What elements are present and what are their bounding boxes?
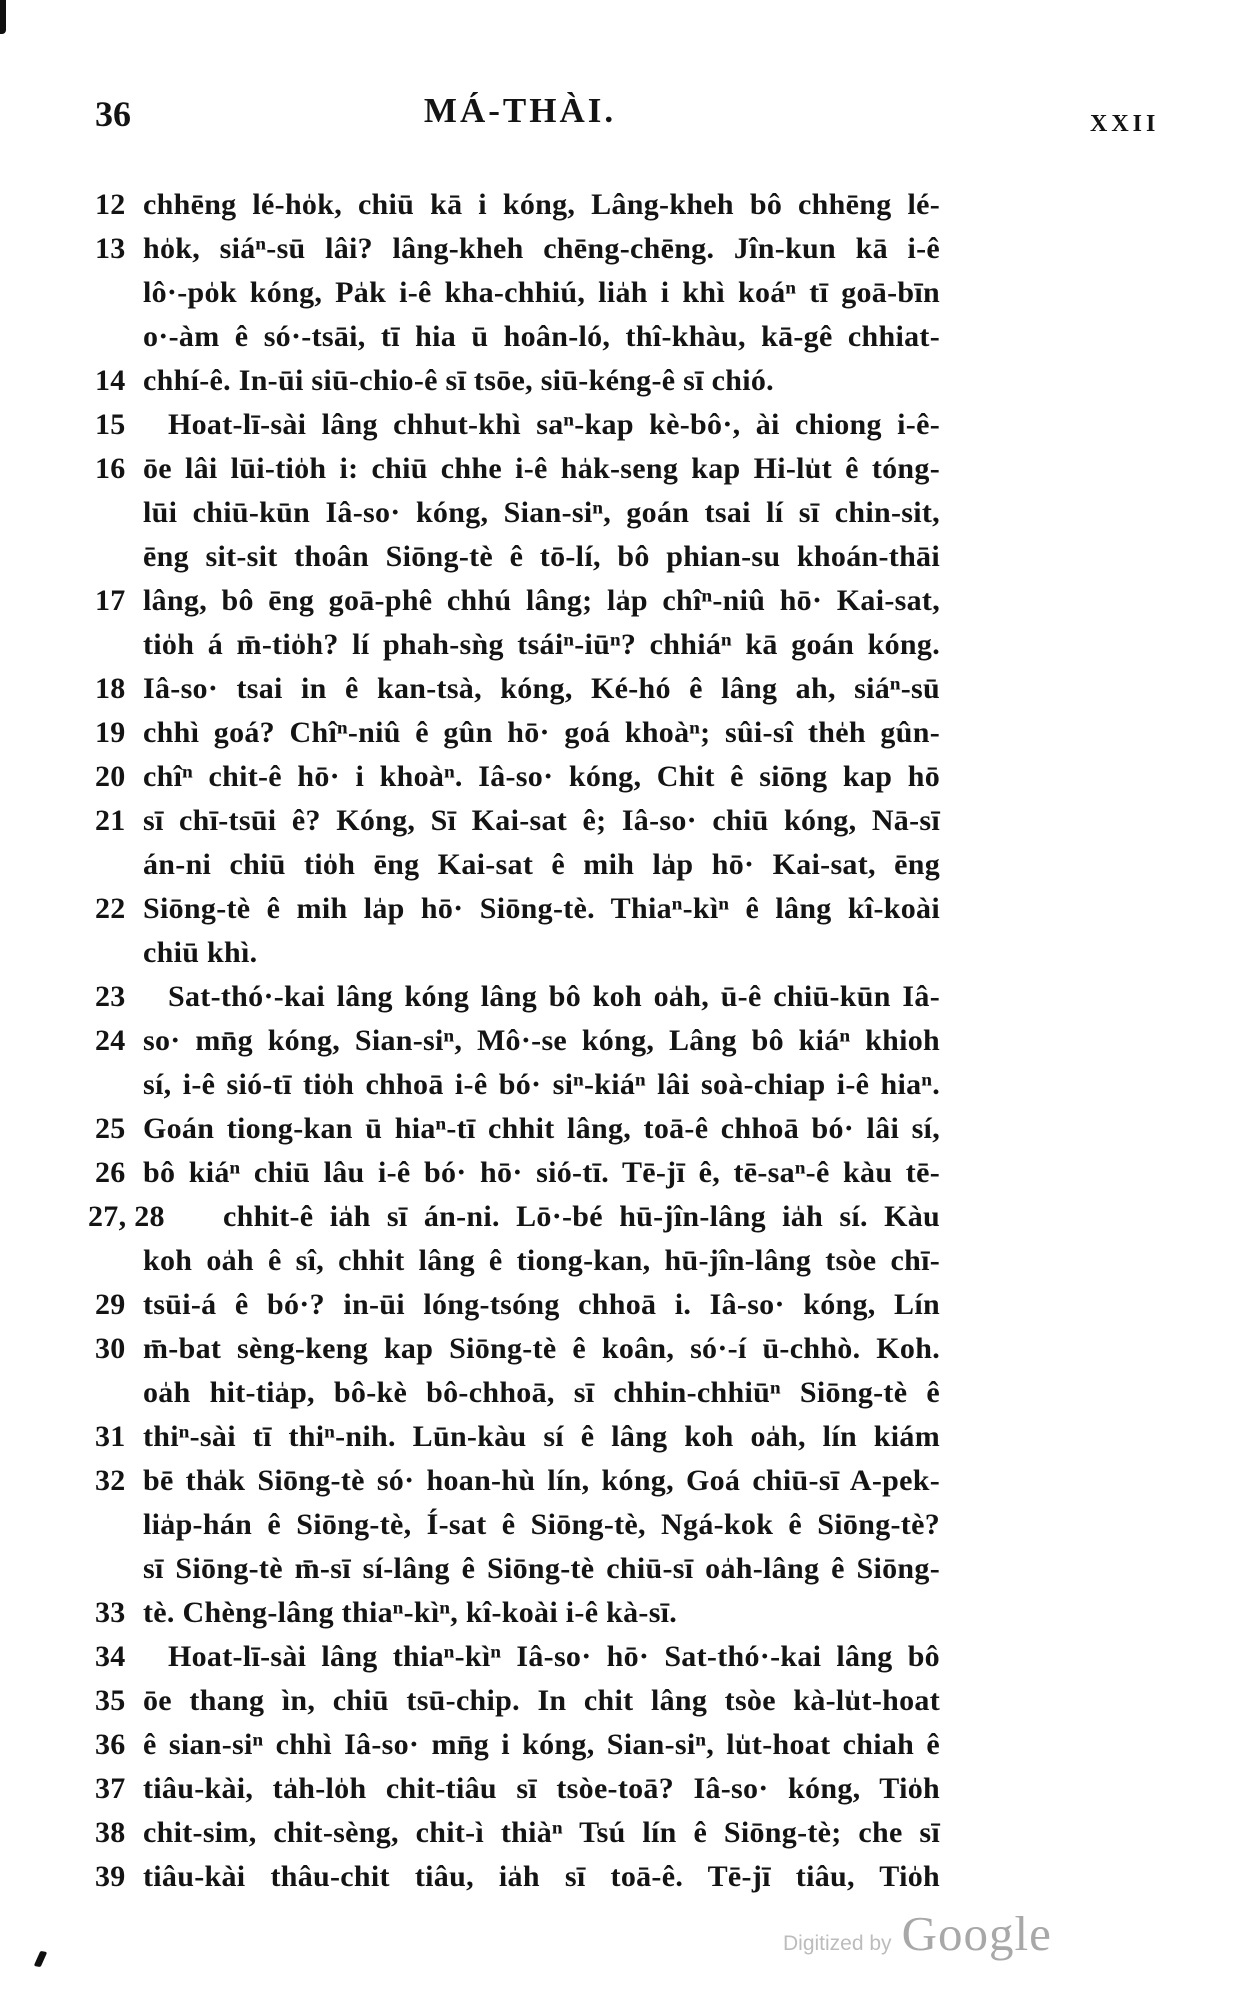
verse-line — [95, 1415, 1215, 1459]
verse-number: 26 — [95, 1156, 126, 1189]
verse-text: lô·-po̍k kóng, Pa̍k i-ê kha-chhiú, lia̍h i khì koáⁿ tī goā-bīn — [143, 276, 940, 309]
verse-number: 24 — [95, 1024, 126, 1057]
page-title: MÁ-THÀI. — [423, 91, 617, 130]
verse-line — [95, 1459, 1215, 1503]
verse-number: 17 — [95, 584, 126, 617]
verse-text: tè. Chèng-lâng thiaⁿ-kìⁿ, kî-koài i-ê kà-sī. — [143, 1596, 678, 1629]
verse-number: 19 — [95, 716, 126, 749]
verse-line — [95, 667, 1215, 711]
verse-text: sí, i-ê sió-tī tio̍h chhoā i-ê bó· siⁿ-kiáⁿ lâi soà-chiap i-ê hiaⁿ. — [143, 1068, 940, 1101]
scan-artifact-bottom-left — [34, 1951, 48, 1967]
verse-text: sī chī-tsūi ê? Kóng, Sī Kai-sat ê; Iâ-so· chiū kóng, Nā-sī — [143, 804, 940, 837]
verse-line — [95, 623, 1215, 667]
verse-line — [95, 1107, 1215, 1151]
verse-text: m̄-bat sèng-keng kap Siōng-tè ê koân, só·-í ū-chhò. Koh. — [143, 1332, 940, 1365]
verse-line — [95, 227, 1215, 271]
verse-number: 29 — [95, 1288, 126, 1321]
verse-line — [95, 491, 1215, 535]
verse-text: lūi chiū-kūn Iâ-so· kóng, Sian-siⁿ, goán tsai lí sī chin-sit, — [143, 496, 940, 529]
verse-line — [95, 1239, 1215, 1283]
verse-line — [95, 1679, 1215, 1723]
verse-line — [95, 1327, 1215, 1371]
verse-text: sī Siōng-tè m̄-sī sí-lâng ê Siōng-tè chiū-sī oa̍h-lâng ê Siōng- — [143, 1552, 940, 1585]
verse-line — [95, 1723, 1215, 1767]
verse-line — [95, 1635, 1215, 1679]
verse-line — [95, 1019, 1215, 1063]
verse-text: tiâu-kài thâu-chit tiâu, ia̍h sī toā-ê. Tē-jī tiâu, Tio̍h — [143, 1860, 940, 1893]
verse-number: 18 — [95, 672, 126, 705]
verse-number: 32 — [95, 1464, 126, 1497]
verse-line — [95, 1855, 1215, 1899]
verse-text: ēng sit-sit thoân Siōng-tè ê tō-lí, bô phian-su khoán-thāi — [143, 540, 940, 573]
google-logo: Google — [901, 1906, 1052, 1961]
verse-text: ho̍k, siáⁿ-sū lâi? lâng-kheh chēng-chēng. Jîn-kun kā i-ê — [143, 232, 940, 265]
verse-text: chhit-ê ia̍h sī án-ni. Lō·-bé hū-jîn-lâng ia̍h sí. Kàu — [223, 1200, 940, 1233]
verse-number: 16 — [95, 452, 126, 485]
verse-line — [95, 799, 1215, 843]
verse-number: 37 — [95, 1772, 126, 1805]
verse-text: chîⁿ chit-ê hō· i khoàⁿ. Iâ-so· kóng, Chit ê siōng kap hō — [143, 760, 940, 793]
chapter-heading: XXII — [1090, 111, 1160, 137]
watermark — [783, 1905, 1052, 1962]
verse-line — [95, 359, 1215, 403]
verse-number: 31 — [95, 1420, 126, 1453]
verse-text: tsūi-á ê bó·? in-ūi lóng-tsóng chhoā i. Iâ-so· kóng, Lín — [143, 1288, 940, 1321]
verse-text: lia̍p-hán ê Siōng-tè, Í-sat ê Siōng-tè, Ngá-kok ê Siōng-tè? — [143, 1508, 940, 1541]
verse-number: 39 — [95, 1860, 126, 1893]
verse-number: 38 — [95, 1816, 126, 1849]
verse-text: ê sian-siⁿ chhì Iâ-so· mn̄g i kóng, Sian-siⁿ, lu̍t-hoat chiah ê — [143, 1728, 940, 1761]
verse-text: Hoat-lī-sài lâng chhut-khì saⁿ-kap kè-bô·, ài chiong i-ê- — [168, 408, 940, 441]
verse-line — [95, 535, 1215, 579]
verse-text: chhēng lé-ho̍k, chiū kā i kóng, Lâng-kheh bô chhēng lé- — [143, 188, 940, 221]
verse-line — [95, 1503, 1215, 1547]
verse-text: chhì goá? Chîⁿ-niû ê gûn hō· goá khoàⁿ; sûi-sî the̍h gûn- — [143, 716, 940, 749]
verse-number: 21 — [95, 804, 126, 837]
verse-text: Hoat-lī-sài lâng thiaⁿ-kìⁿ Iâ-so· hō· Sat-thó·-kai lâng bô — [168, 1640, 940, 1673]
verse-line — [95, 887, 1215, 931]
verse-number: 20 — [95, 760, 126, 793]
verse-text: o·-àm ê só·-tsāi, tī hia ū hoân-ló, thî-khàu, kā-gê chhiat- — [143, 320, 940, 353]
verse-number: 33 — [95, 1596, 126, 1629]
verse-line — [95, 447, 1215, 491]
verse-line — [95, 271, 1215, 315]
verse-text: án-ni chiū tio̍h ēng Kai-sat ê mih la̍p hō· Kai-sat, ēng — [143, 848, 940, 881]
verse-line — [95, 403, 1215, 447]
verse-text: thiⁿ-sài tī thiⁿ-nih. Lūn-kàu sí ê lâng koh oa̍h, lín kiám — [143, 1420, 940, 1453]
verse-text: bē tha̍k Siōng-tè só· hoan-hù lín, kóng, Goá chiū-sī A-pek- — [143, 1464, 940, 1497]
verse-number: 36 — [95, 1728, 126, 1761]
verse-line — [95, 1547, 1215, 1591]
verse-number: 25 — [95, 1112, 126, 1145]
verse-text: chiū khì. — [143, 936, 258, 969]
verse-text: Goán tiong-kan ū hiaⁿ-tī chhit lâng, toā-ê chhoā bó· lâi sí, — [143, 1112, 940, 1145]
verse-number: 13 — [95, 232, 126, 265]
verse-text: bô kiáⁿ chiū lâu i-ê bó· hō· sió-tī. Tē-jī ê, tē-saⁿ-ê kàu tē- — [143, 1156, 940, 1189]
verse-line — [95, 579, 1215, 623]
verse-text: koh oa̍h ê sî, chhit lâng ê tiong-kan, hū-jîn-lâng tsòe chī- — [143, 1244, 940, 1277]
verse-line — [95, 315, 1215, 359]
verse-line — [95, 843, 1215, 887]
verse-text: chit-sim, chit-sèng, chit-ì thiàⁿ Tsú lín ê Siōng-tè; che sī — [143, 1816, 940, 1849]
verse-line — [95, 1151, 1215, 1195]
verse-line — [88, 1195, 1215, 1239]
verse-number: 23 — [95, 980, 126, 1013]
verse-number: 30 — [95, 1332, 126, 1365]
verse-line — [95, 1811, 1215, 1855]
page-number: 36 — [95, 94, 131, 134]
verse-number: 27, 28 — [88, 1200, 165, 1233]
verse-text: chhí-ê. In-ūi siū-chio-ê sī tsōe, siū-kéng-ê sī chió. — [143, 364, 774, 397]
verse-line — [95, 1283, 1215, 1327]
verse-text-block — [88, 183, 1215, 1899]
verse-text: Siōng-tè ê mih la̍p hō· Siōng-tè. Thiaⁿ-kìⁿ ê lâng kî-koài — [143, 892, 940, 925]
verse-line — [95, 755, 1215, 799]
verse-line — [95, 1767, 1215, 1811]
verse-line — [95, 1371, 1215, 1415]
verse-line — [95, 183, 1215, 227]
verse-text: lâng, bô ēng goā-phê chhú lâng; la̍p chîⁿ-niû hō· Kai-sat, — [143, 584, 940, 617]
verse-line — [95, 975, 1215, 1019]
verse-text: Iâ-so· tsai in ê kan-tsà, kóng, Ké-hó ê lâng ah, siáⁿ-sū — [143, 672, 940, 705]
verse-line — [95, 1591, 1215, 1635]
verse-text: oa̍h hit-tia̍p, bô-kè bô-chhoā, sī chhin-chhiūⁿ Siōng-tè ê — [143, 1376, 940, 1409]
verse-line — [95, 1063, 1215, 1107]
verse-text: tiâu-kài, ta̍h-lo̍h chit-tiâu sī tsòe-toā? Iâ-so· kóng, Tio̍h — [143, 1772, 940, 1805]
verse-text: ōe thang ìn, chiū tsū-chip. In chit lâng tsòe kà-lu̍t-hoat — [143, 1684, 940, 1717]
scan-artifact-top-left — [0, 0, 6, 34]
verse-number: 15 — [95, 408, 126, 441]
verse-line — [95, 711, 1215, 755]
verse-text: tio̍h á m̄-tio̍h? lí phah-sǹg tsáiⁿ-iūⁿ? chhiáⁿ kā goán kóng. — [143, 628, 940, 661]
verse-text: ōe lâi lūi-tio̍h i: chiū chhe i-ê ha̍k-seng kap Hi-lu̍t ê tóng- — [143, 452, 940, 485]
verse-text: so· mn̄g kóng, Sian-siⁿ, Mô·-se kóng, Lâng bô kiáⁿ khioh — [143, 1024, 940, 1057]
verse-text: Sat-thó·-kai lâng kóng lâng bô koh oa̍h, ū-ê chiū-kūn Iâ- — [168, 980, 940, 1013]
watermark-text: Digitized by — [783, 1932, 892, 1955]
verse-number: 14 — [95, 364, 126, 397]
verse-number: 35 — [95, 1684, 126, 1717]
verse-line — [95, 931, 1215, 975]
verse-number: 22 — [95, 892, 126, 925]
verse-number: 34 — [95, 1640, 126, 1673]
verse-number: 12 — [95, 188, 126, 221]
